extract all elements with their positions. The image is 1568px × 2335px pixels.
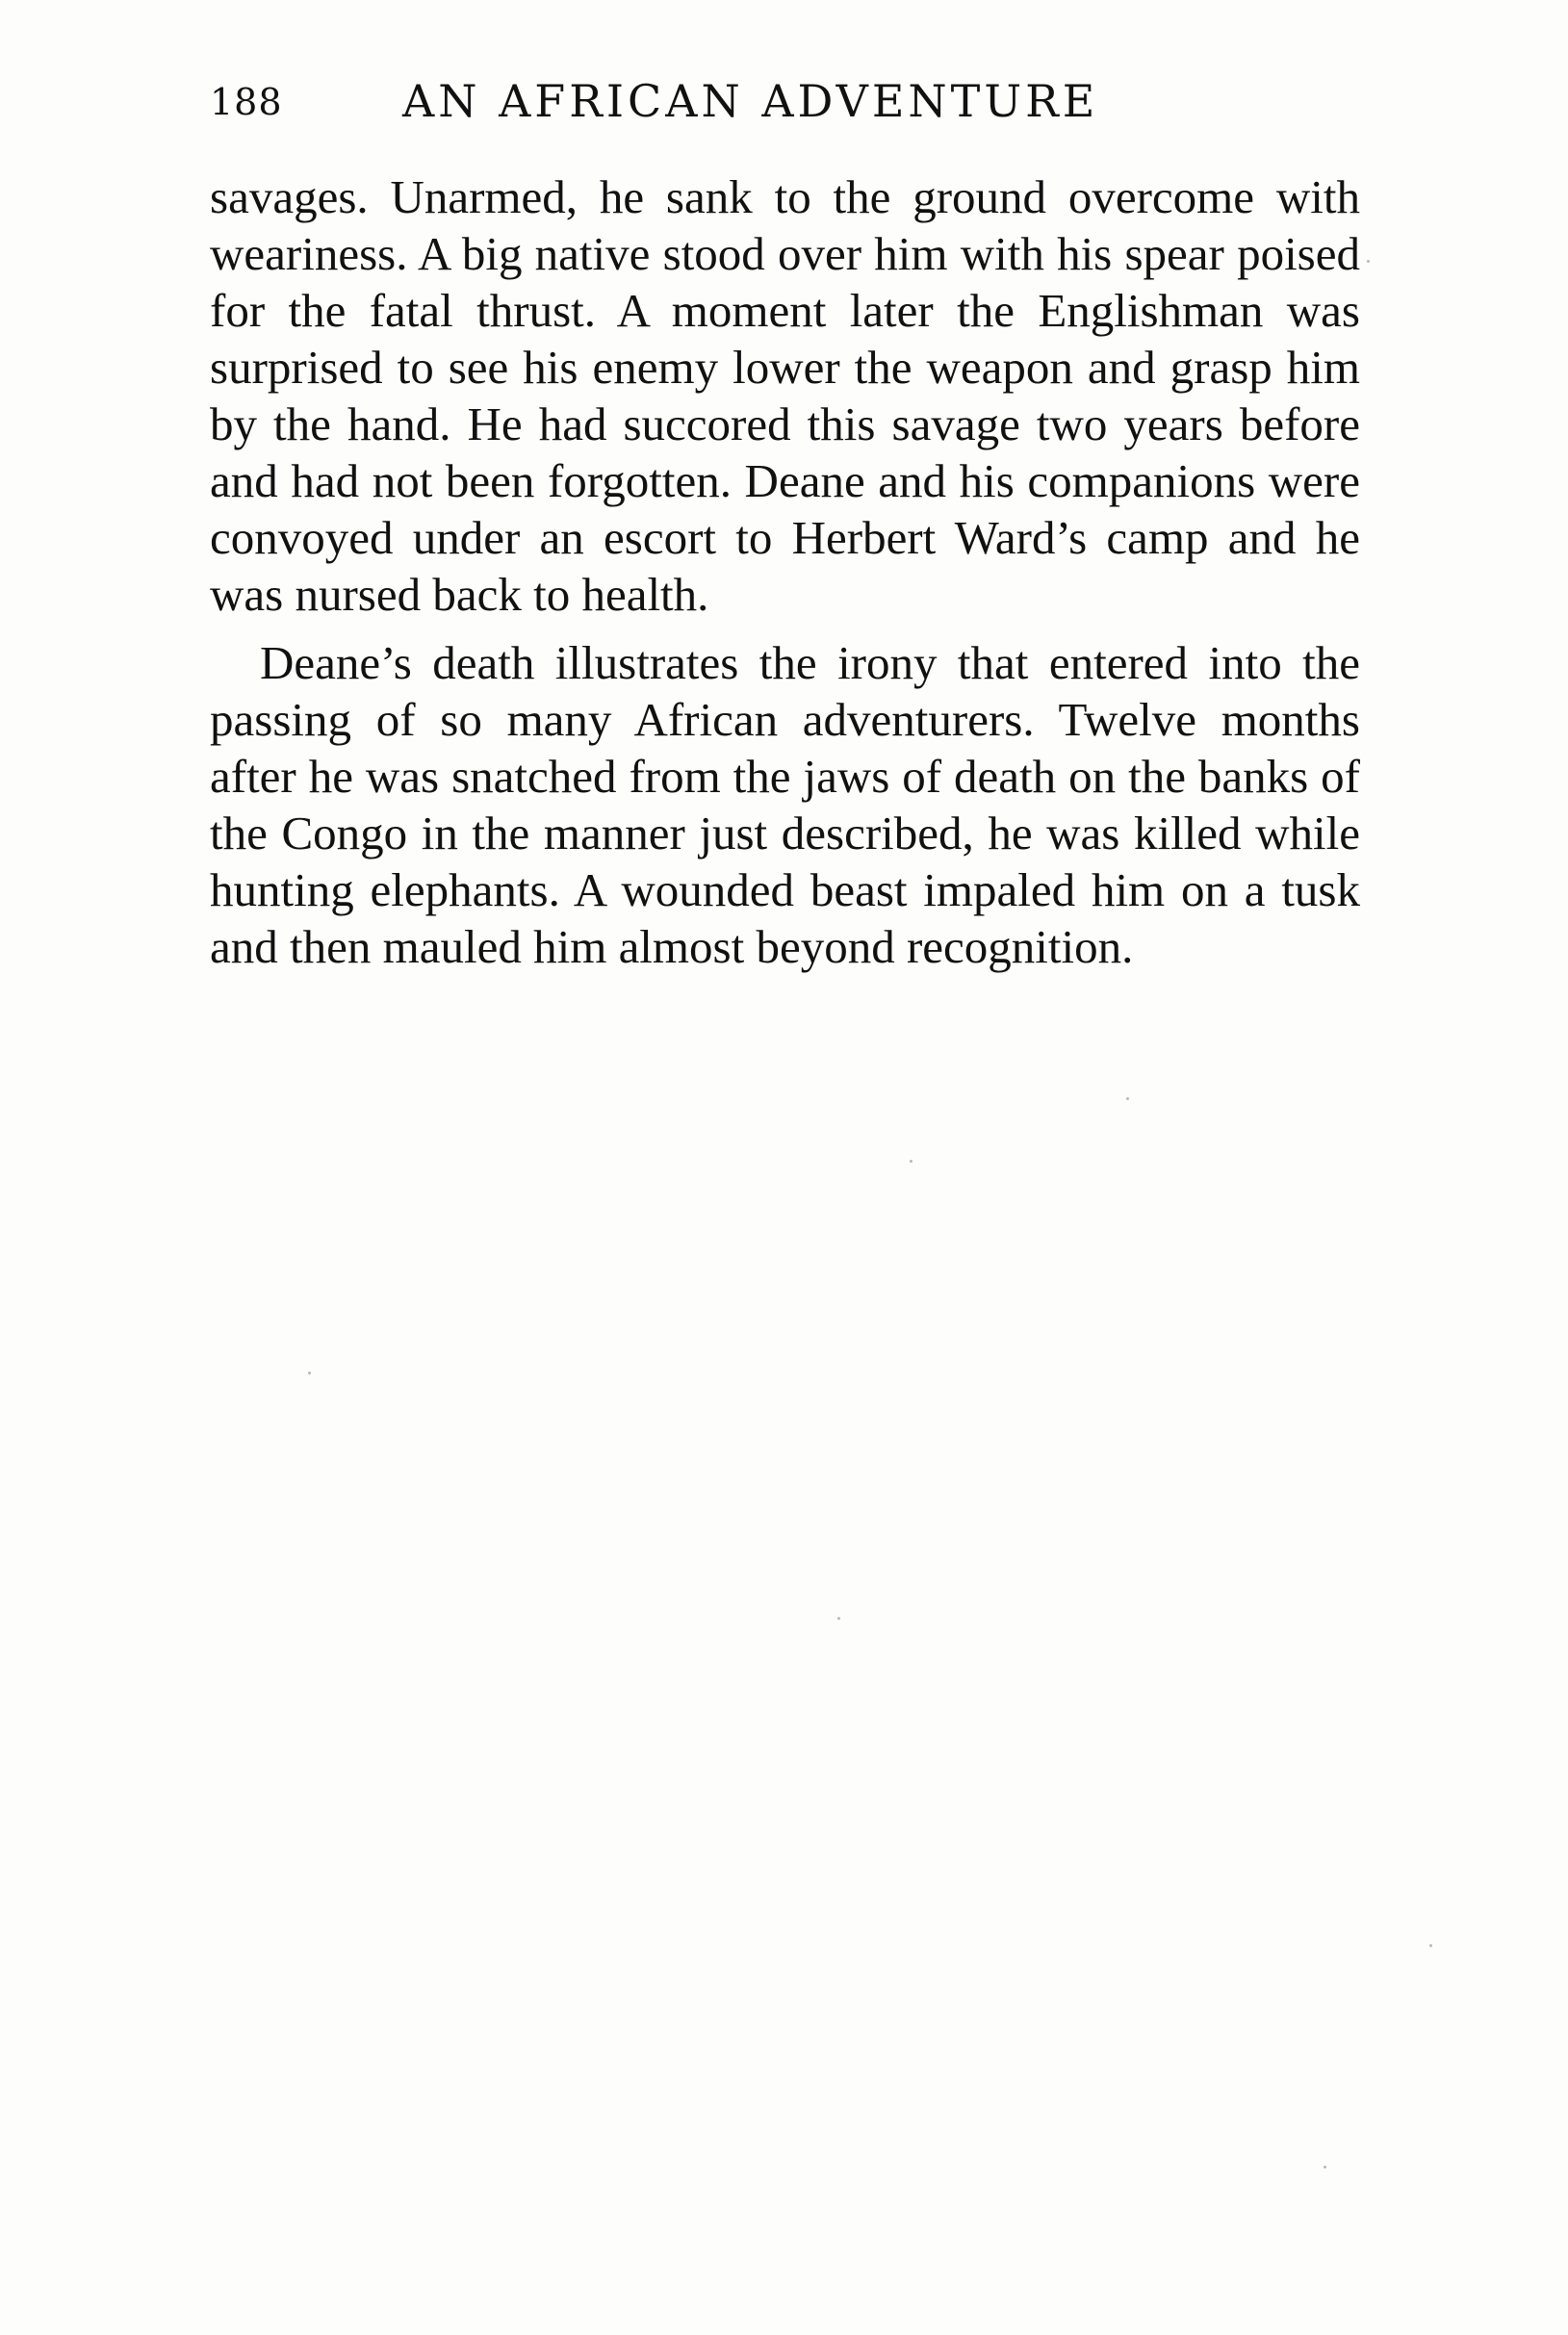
paper-speck — [308, 1372, 311, 1374]
paper-speck — [910, 1160, 913, 1163]
paragraph-1: savages. Unarmed, he sank to the ground overcome with weariness. A big native stood over him with his spear poised for the fatal thrust. A moment later the Englishman was surprised to see his enemy lower the weapon and grasp him by the hand. He had succored this savage two years before and had not been forgotten. Deane and his companions were convoyed under an escort to Herbert Ward’s camp and he was nursed back to health. — [210, 170, 1360, 621]
paper-speck — [1429, 1944, 1432, 1947]
paper-speck — [1367, 260, 1370, 263]
paragraph-2: Deane’s death illustrates the irony that entered into the passing of so many African adventurers. Twelve months after he was snatched from the jaws of death on the banks of the Congo in the manner just described, he was killed while hunting elephants. A wounded beast impaled him on a tusk and then mauled him almost beyond recognition. — [210, 636, 1360, 973]
running-title: AN AFRICAN ADVENTURE — [402, 75, 1099, 127]
paper-speck — [837, 1617, 840, 1620]
body-text — [210, 168, 1360, 975]
page-number: 188 — [210, 81, 283, 123]
running-head — [210, 75, 1360, 142]
paper-speck — [1126, 1097, 1129, 1100]
paper-speck — [1324, 2166, 1326, 2168]
